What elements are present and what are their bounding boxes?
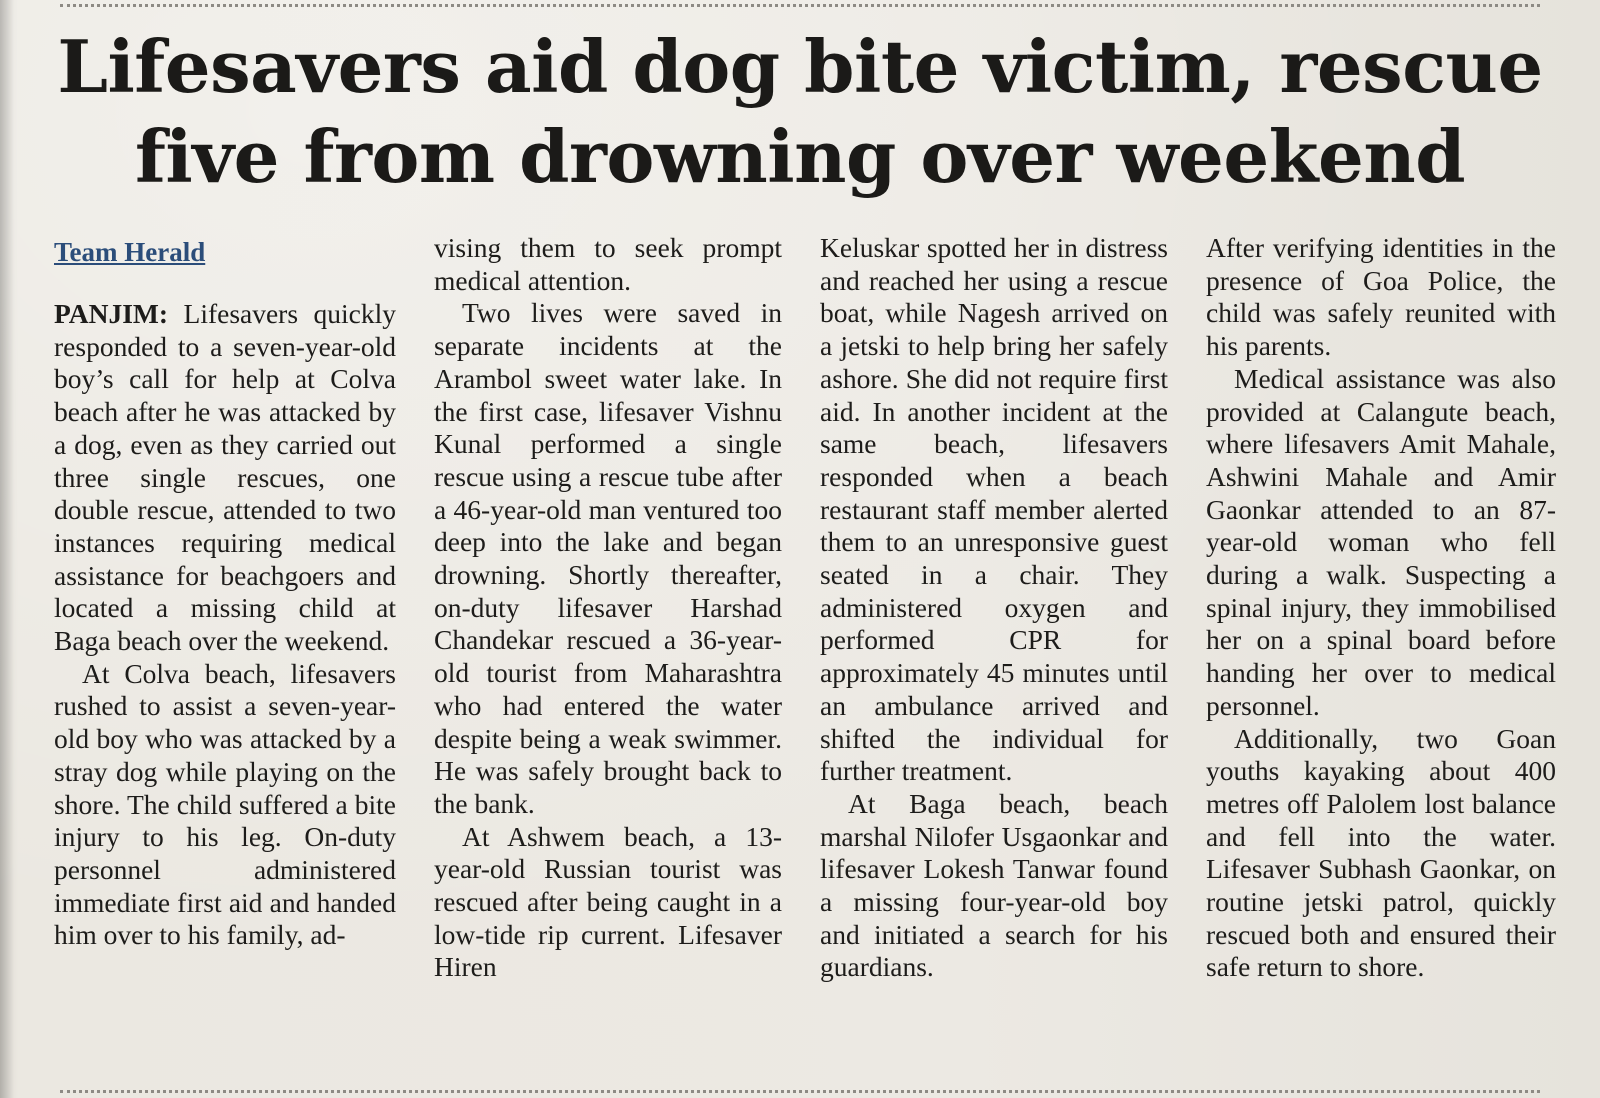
- paragraph: After verifying identities in the presence of Goa Police, the child was safely reunited with his parents.: [1206, 232, 1556, 362]
- column-3: [820, 232, 1168, 1062]
- column-2: [434, 232, 782, 1062]
- paragraph: At Colva beach, lifesavers rushed to assist a seven-year-old boy who was attacked by a stray dog while playing on the shore. The child suffered a bite injury to his leg. On-duty personnel administered immediate first aid and handed him over to his family, ad-: [54, 657, 396, 951]
- paragraph-text: Lifesavers quickly responded to a seven-year-old boy’s call for help at Colva beach after he was attacked by a dog, even as they carried out three single rescues, one double rescue, attended to two instances requiring medical assistance for beachgoers and located a missing child at Baga beach over the weekend.: [54, 298, 396, 657]
- paragraph: Medical assistance was also provided at Calangute beach, where lifesavers Amit Mahale, Ashwini Mahale and Amir Gaonkar attended to an 87-year-old woman who fell during a walk. Suspecting a spinal injury, they immobilised her on a spinal board before handing her over to medical personnel.: [1206, 362, 1556, 721]
- paragraph: Two lives were saved in separate incidents at the Arambol sweet water lake. In the first case, lifesaver Vishnu Kunal performed a single rescue using a rescue tube after a 46-year-old man ventured too deep into the lake and began drowning. Shortly thereafter, on-duty lifesaver Harshad Chandekar rescued a 36-year-old tourist from Maharashtra who had entered the water despite being a weak swimmer. He was safely brought back to the bank.: [434, 297, 782, 819]
- paragraph: Additionally, two Goan youths kayaking about 400 metres off Palolem lost balance and fell into the water. Lifesaver Subhash Gaonkar, on routine jetski patrol, quickly rescued both and ensured their safe return to shore.: [1206, 722, 1556, 983]
- bottom-dotted-rule: [60, 1090, 1540, 1093]
- paragraph: [54, 298, 396, 658]
- paragraph: At Baga beach, beach marshal Nilofer Usgaonkar and lifesaver Lokesh Tanwar found a missing four-year-old boy and initiated a search for his guardians.: [820, 787, 1168, 983]
- headline: Lifesavers aid dog bite victim, rescue five from drowning over weekend: [57, 24, 1543, 199]
- dateline: PANJIM:: [54, 298, 169, 329]
- top-dotted-rule: [60, 4, 1540, 7]
- column-1: [54, 232, 396, 1062]
- page-fold-shadow: [0, 0, 14, 1098]
- paragraph: Keluskar spotted her in distress and reached her using a rescue boat, while Nagesh arrived on a jetski to help bring her safely ashore. She did not require first aid. In another incident at the same beach, lifesavers responded when a beach restaurant staff member alerted them to an unresponsive guest seated in a chair. They administered oxygen and performed CPR for approximately 45 minutes until an ambulance arrived and shifted the individual for further treatment.: [820, 232, 1168, 787]
- paragraph: vising them to seek prompt medical attention.: [434, 232, 782, 296]
- byline: Team Herald: [54, 237, 206, 267]
- paragraph: At Ashwem beach, a 13-year-old Russian tourist was rescued after being caught in a low-tide rip current. Lifesaver Hiren: [434, 820, 782, 983]
- column-4: [1206, 232, 1556, 1062]
- article-body: [54, 232, 1554, 1062]
